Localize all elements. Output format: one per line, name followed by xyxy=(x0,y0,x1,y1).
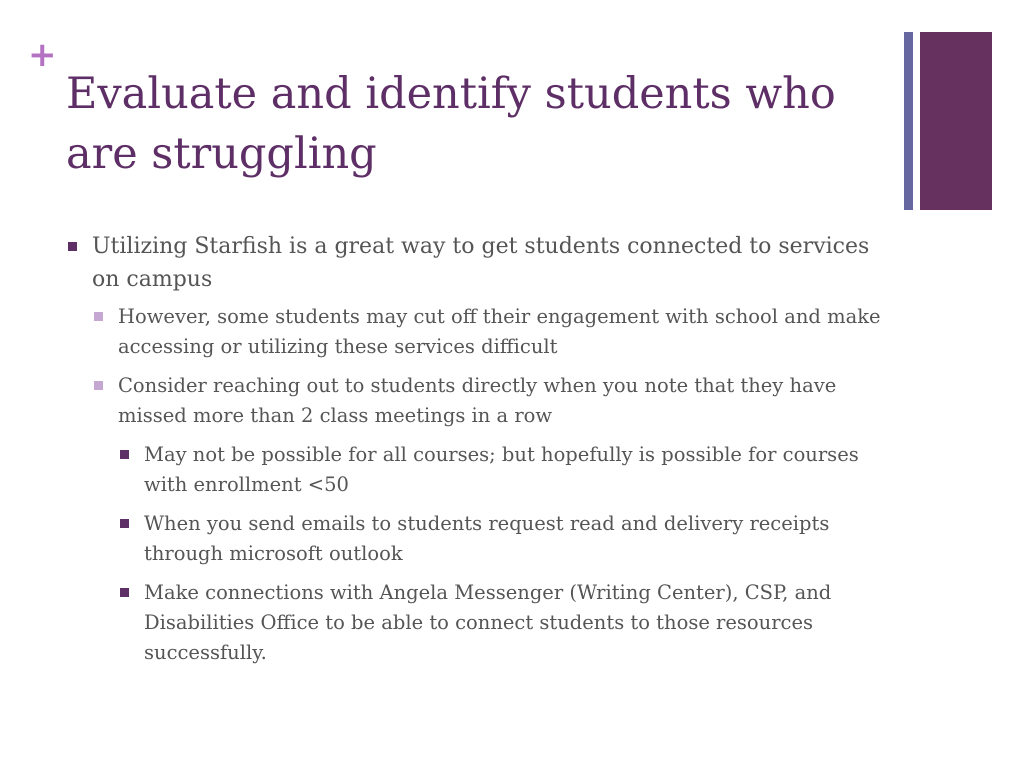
square-bullet-icon xyxy=(94,381,103,390)
accent-bar-thin xyxy=(904,32,913,210)
square-bullet-icon xyxy=(68,242,77,251)
bullet-item xyxy=(94,302,898,362)
square-bullet-icon xyxy=(120,450,129,459)
bullet-item xyxy=(94,371,898,431)
slide-title: Evaluate and identify students who are struggling xyxy=(66,69,836,179)
square-bullet-icon xyxy=(120,588,129,597)
bullet-text: However, some students may cut off their engagement with school and make accessing or utilizing these services difficult xyxy=(118,305,881,358)
square-bullet-icon xyxy=(94,312,103,321)
bullet-item xyxy=(120,578,898,668)
bullet-text: Utilizing Starfish is a great way to get students connected to services on campus xyxy=(92,234,870,292)
bullet-text: Make connections with Angela Messenger (Writing Center), CSP, and Disabilities Office to be able to connect students to those resources successfully. xyxy=(144,581,832,664)
bullet-item xyxy=(120,440,898,500)
bullet-list xyxy=(68,230,898,677)
square-bullet-icon xyxy=(120,519,129,528)
bullet-item xyxy=(120,509,898,569)
accent-bar-wide xyxy=(920,32,992,210)
bullet-text: May not be possible for all courses; but hopefully is possible for courses with enrollment <50 xyxy=(144,443,859,496)
plus-decoration: + xyxy=(28,35,57,75)
bullet-text: Consider reaching out to students directly when you note that they have missed more than 2 class meetings in a row xyxy=(118,374,837,427)
bullet-item xyxy=(68,230,898,296)
bullet-text: When you send emails to students request read and delivery receipts through microsoft outlook xyxy=(144,512,830,565)
